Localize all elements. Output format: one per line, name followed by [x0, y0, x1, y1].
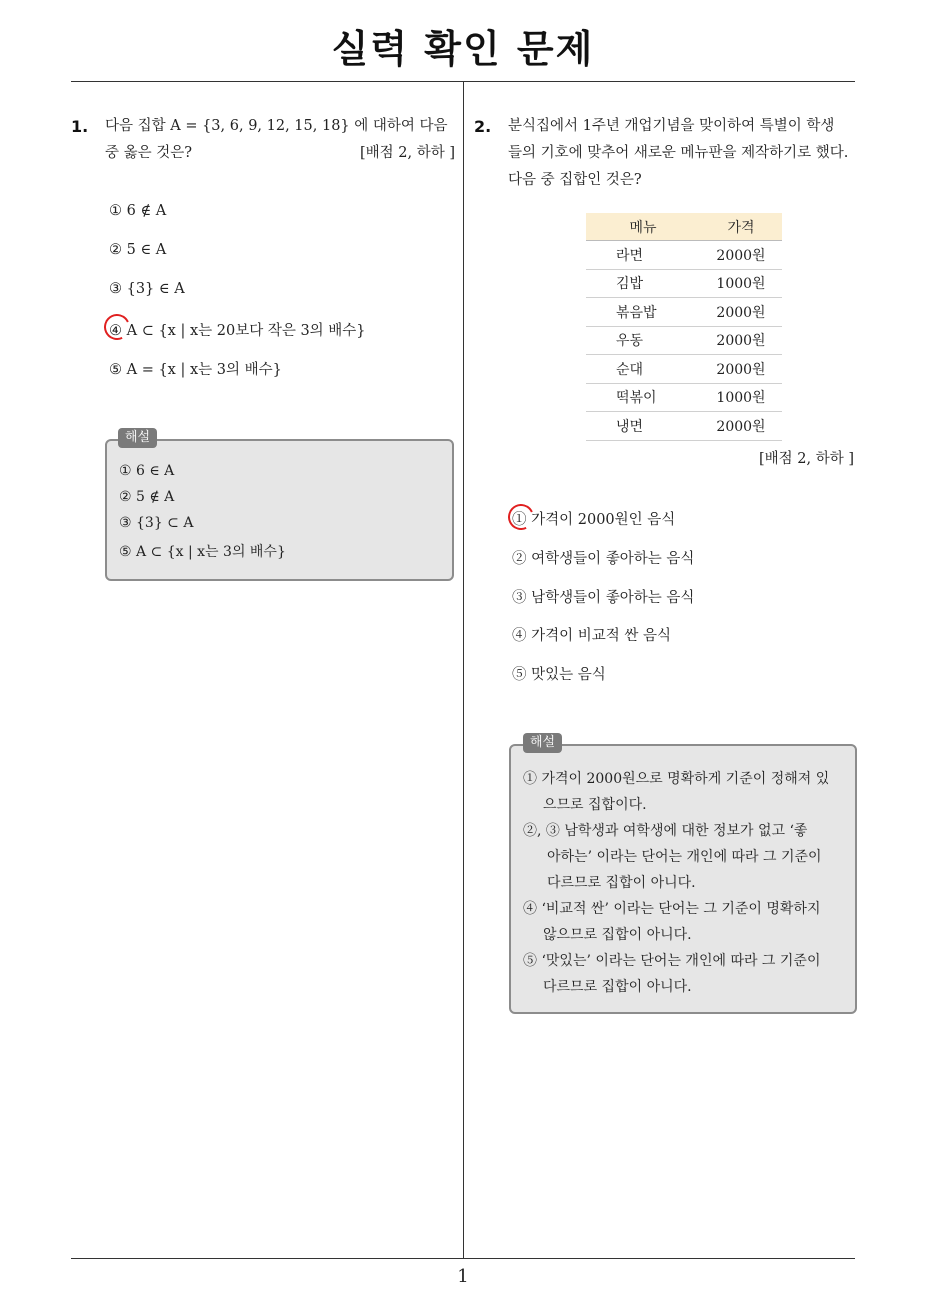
q2-text-line3: 다음 중 집합인 것은? — [508, 172, 642, 188]
q2-choice-1[interactable]: ① 가격이 2000원인 음식 — [512, 512, 676, 528]
table-row — [586, 298, 782, 327]
q1-number: 1. — [71, 117, 89, 136]
q2-choice-4[interactable]: ④ 가격이 비교적 싼 음식 — [512, 628, 671, 644]
menu-name: 냉면 — [586, 412, 700, 441]
q2-explanation-line: ④ ‘비교적 싼’ 이라는 단어는 그 기준이 명확하지 — [523, 901, 821, 917]
menu-price: 2000원 — [700, 355, 782, 384]
q2-explanation-line: 다르므로 집합이 아니다. — [543, 979, 692, 995]
menu-price: 2000원 — [700, 412, 782, 441]
q2-choice-5[interactable]: ⑤ 맛있는 음식 — [512, 667, 606, 683]
q1-text-line2: 중 옳은 것은? — [105, 145, 193, 161]
menu-name: 볶음밥 — [586, 298, 700, 327]
q1-choice-3[interactable]: ③ {3} ∈ A — [109, 281, 185, 297]
table-row — [586, 412, 782, 441]
menu-table-header — [586, 213, 782, 241]
column-divider — [463, 82, 464, 1258]
q2-explanation-box — [509, 744, 857, 1014]
bottom-divider — [71, 1258, 855, 1259]
page-number: 1 — [457, 1266, 469, 1287]
menu-name: 떡볶이 — [586, 383, 700, 412]
q1-text — [105, 113, 455, 167]
menu-table — [586, 213, 782, 441]
q2-text-line1: 분식집에서 1주년 개업기념을 맞이하여 특별이 학생 — [508, 118, 835, 134]
q1-text-line1: 다음 집합 A = {3, 6, 9, 12, 15, 18} 에 대하여 다음 — [105, 118, 448, 134]
q1-explanation-line: ③ {3} ⊂ A — [119, 515, 194, 531]
menu-name: 우동 — [586, 326, 700, 355]
menu-price: 1000원 — [700, 269, 782, 298]
q2-score: [배점 2, 하하 ] — [758, 451, 854, 467]
q1-choice-1[interactable]: ① 6 ∉ A — [109, 203, 167, 219]
q2-choice-2[interactable]: ② 여학생들이 좋아하는 음식 — [512, 551, 695, 567]
page-title: 실력 확인 문제 — [331, 27, 595, 71]
menu-price: 1000원 — [700, 383, 782, 412]
q1-explanation-tag: 해설 — [118, 428, 157, 448]
table-row — [586, 326, 782, 355]
menu-name: 김밥 — [586, 269, 700, 298]
q2-text — [508, 113, 860, 194]
menu-name: 순대 — [586, 355, 700, 384]
q1-score: [배점 2, 하하 ] — [359, 145, 455, 161]
table-row — [586, 269, 782, 298]
table-row — [586, 383, 782, 412]
q1-explanation-line: ② 5 ∉ A — [119, 489, 175, 505]
q1-explanation-line: ① 6 ∈ A — [119, 463, 175, 479]
q2-explanation-line: 아하는’ 이라는 단어는 개인에 따라 그 기준이 — [547, 849, 822, 865]
menu-price: 2000원 — [700, 298, 782, 327]
q2-explanation-line: ⑤ ‘맛있는’ 이라는 단어는 개인에 따라 그 기준이 — [523, 953, 821, 969]
table-row — [586, 241, 782, 270]
menu-name: 라면 — [586, 241, 700, 270]
q2-choice-3[interactable]: ③ 남학생들이 좋아하는 음식 — [512, 590, 695, 606]
column-header-menu: 메뉴 — [586, 213, 700, 241]
q2-explanation-line: ②, ③ 남학생과 여학생에 대한 정보가 없고 ‘좋 — [523, 823, 808, 839]
column-header-price: 가격 — [700, 213, 782, 241]
q1-choice-5[interactable]: ⑤ A = {x | x는 3의 배수} — [109, 362, 282, 378]
q2-number: 2. — [474, 117, 492, 136]
q2-text-line2: 들의 기호에 맞추어 새로운 메뉴판을 제작하기로 했다. — [508, 145, 849, 161]
menu-price: 2000원 — [700, 241, 782, 270]
q1-explanation-box — [105, 439, 454, 581]
q2-explanation-line: 다르므로 집합이 아니다. — [547, 875, 696, 891]
q1-choice-2[interactable]: ② 5 ∈ A — [109, 242, 167, 258]
q1-choice-4[interactable]: ④ A ⊂ {x | x는 20보다 작은 3의 배수} — [109, 323, 366, 339]
q2-explanation-line: 으므로 집합이다. — [543, 797, 647, 813]
q2-explanation-line: 않으므로 집합이 아니다. — [543, 927, 692, 943]
q1-explanation-line: ⑤ A ⊂ {x | x는 3의 배수} — [119, 544, 286, 560]
q2-explanation-line: ① 가격이 2000원으로 명확하게 기준이 정해져 있 — [523, 771, 830, 787]
table-row — [586, 355, 782, 384]
q2-explanation-tag: 해설 — [523, 733, 562, 753]
menu-price: 2000원 — [700, 326, 782, 355]
